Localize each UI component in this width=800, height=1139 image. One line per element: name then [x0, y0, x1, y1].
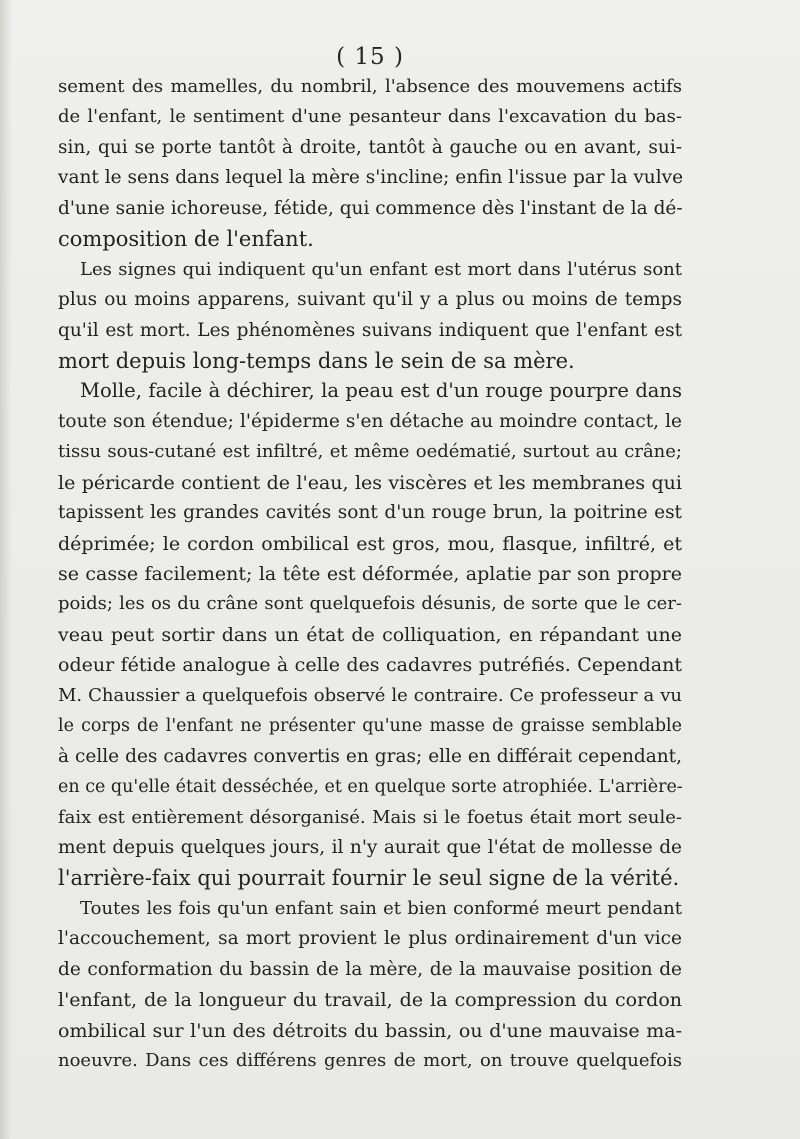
- text-line: composition de l'enfant.: [58, 227, 314, 252]
- text-line: sement des mamelles, du nombril, l'absence des mouvemens actifs: [58, 76, 682, 97]
- text-line: mort depuis long-temps dans le sein de sa mère.: [58, 348, 575, 373]
- text-line: d'une sanie ichoreuse, fétide, qui commence dès l'instant de la dé-: [58, 197, 683, 219]
- page-edge-shadow: [0, 0, 12, 1139]
- text-line: faix est entièrement désorganisé. Mais si le foetus était mort seule-: [58, 806, 682, 828]
- text-line: sin, qui se porte tantôt à droite, tantôt à gauche ou en avant, sui-: [58, 136, 682, 158]
- text-line: l'arrière-faix qui pourrait fournir le seul signe de la vérité.: [58, 866, 680, 891]
- text-line: déprimée; le cordon ombilical est gros, mou, flasque, infiltré, et: [58, 532, 682, 555]
- text-line: ombilical sur l'un des détroits du bassin, ou d'une mauvaise ma-: [58, 1019, 682, 1042]
- text-line: tissu sous-cutané est infiltré, et même oedématié, surtout au crâne;: [58, 441, 682, 463]
- text-line: M. Chaussier a quelquefois observé le contraire. Ce professeur a vu: [58, 684, 682, 706]
- text-line: Molle, facile à déchirer, la peau est d'un rouge pourpre dans: [80, 379, 682, 403]
- text-line: Toutes les fois qu'un enfant sain et bien conformé meurt pendant: [80, 897, 682, 919]
- text-line: qu'il est mort. Les phénomènes suivans indiquent que l'enfant est: [58, 319, 682, 341]
- text-line: le corps de l'enfant ne présenter qu'une masse de graisse semblable: [58, 716, 682, 737]
- text-line: veau peut sortir dans un état de colliquation, en répandant une: [58, 623, 682, 646]
- text-line: toute son étendue; l'épiderme s'en détache au moindre contact, le: [58, 410, 682, 432]
- page-number: ( 15 ): [336, 44, 404, 70]
- text-line: noeuvre. Dans ces différens genres de mort, on trouve quelquefois: [58, 1050, 682, 1071]
- text-line: ment depuis quelques jours, il n'y aurait que l'état de mollesse de: [58, 836, 682, 858]
- body-text: [58, 72, 682, 1076]
- text-line: de conformation du bassin de la mère, de la mauvaise position de: [58, 958, 682, 980]
- text-line: odeur fétide analogue à celle des cadavres putréfiés. Cependant: [58, 654, 682, 677]
- text-line: à celle des cadavres convertis en gras; elle en différait cependant,: [58, 745, 682, 767]
- text-line: de l'enfant, le sentiment d'une pesanteur dans l'excavation du bas-: [58, 106, 682, 128]
- text-line: en ce qu'elle était desséchée, et en quelque sorte atrophiée. L'arrière-: [58, 777, 683, 798]
- text-line: Les signes qui indiquent qu'un enfant est mort dans l'utérus sont: [80, 258, 682, 280]
- text-line: se casse facilement; la tête est déformée, aplatie par son propre: [58, 563, 682, 585]
- text-line: poids; les os du crâne sont quelquefois désunis, de sorte que le cer-: [58, 593, 682, 615]
- text-line: l'enfant, de la longueur du travail, de la compression du cordon: [58, 989, 682, 1012]
- text-line: l'accouchement, sa mort provient le plus ordinairement d'un vice: [58, 928, 682, 950]
- text-line: le péricarde contient de l'eau, les viscères et les membranes qui: [58, 471, 682, 494]
- text-line: vant le sens dans lequel la mère s'incline; enfin l'issue par la vulve: [58, 167, 684, 189]
- text-line: plus ou moins apparens, suivant qu'il y a plus ou moins de temps: [58, 289, 682, 311]
- text-line: tapissent les grandes cavités sont d'un rouge brun, la poitrine est: [58, 502, 682, 524]
